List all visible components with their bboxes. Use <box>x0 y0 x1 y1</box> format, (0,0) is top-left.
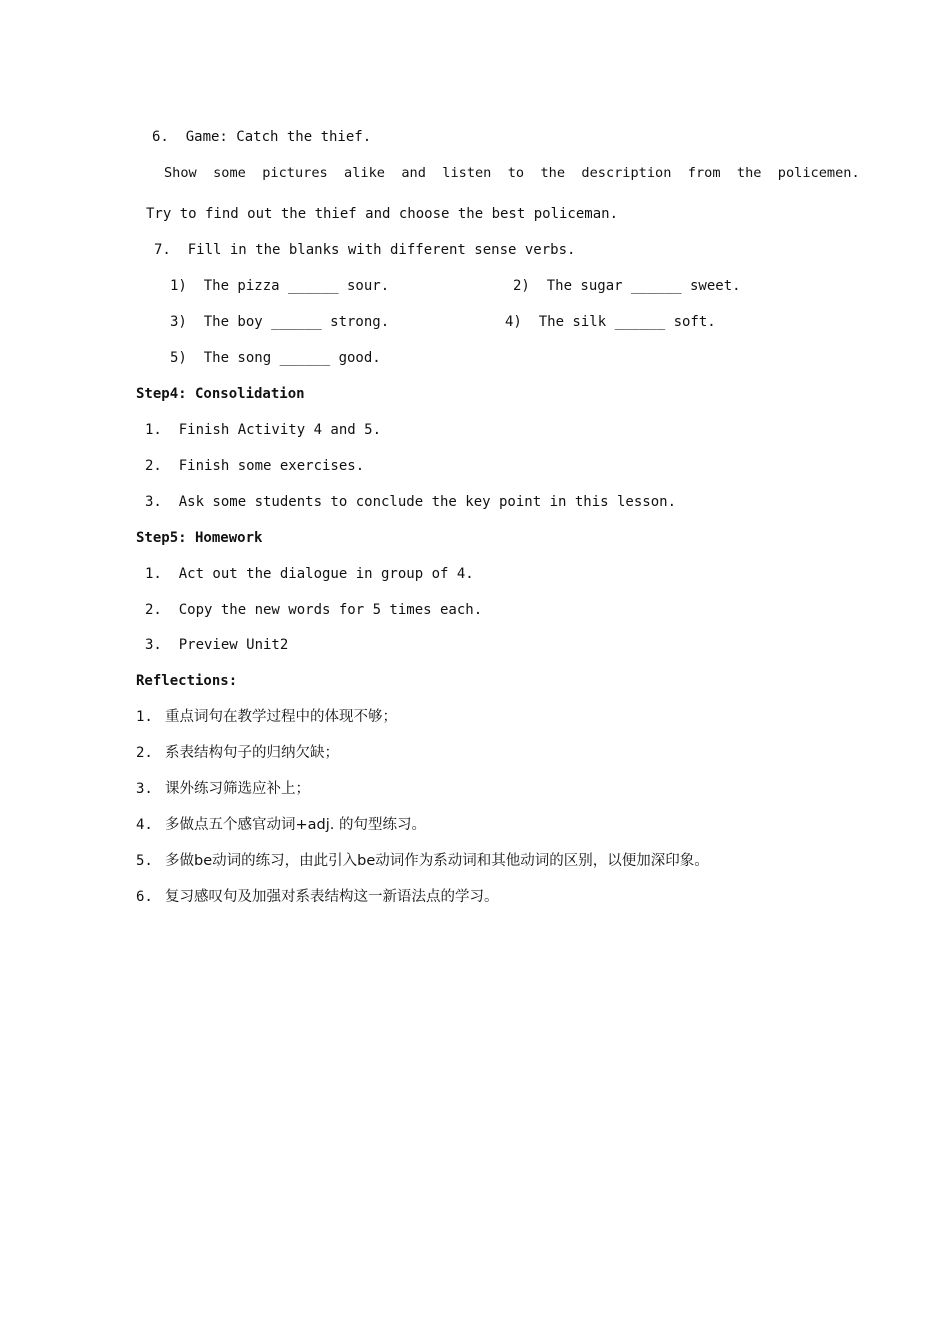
step4-item: 1. Finish Activity 4 and 5. <box>145 422 382 438</box>
step4-item: 2. Finish some exercises. <box>145 458 365 474</box>
reflections-heading: Reflections: <box>136 673 238 689</box>
step4-item: 3. Ask some students to conclude the key point in this lesson. <box>145 494 677 510</box>
game-description-line-2: Try to find out the thief and choose the best policeman. <box>146 206 619 222</box>
reflection-text: 复习感叹句及加强对系表结构这一新语法点的学习。 <box>165 889 499 905</box>
fill-blank-item: 1) The pizza ______ sour. <box>170 278 390 294</box>
reflection-text: 多做be动词的练习，由此引入be动词作为系动词和其他动词的区别，以便加深印象。 <box>165 853 709 869</box>
reflection-number: 2. <box>136 745 153 761</box>
fill-blank-item: 5) The song ______ good. <box>170 350 381 366</box>
step4-heading: Step4: Consolidation <box>136 386 305 402</box>
reflection-text: 课外练习筛选应补上； <box>165 781 310 797</box>
reflection-number: 6. <box>136 889 153 905</box>
step5-heading: Step5: Homework <box>136 530 263 546</box>
game-description-line-1: Show some pictures alike and listen to the description from the policemen. <box>164 165 860 181</box>
fill-blanks-title: 7. Fill in the blanks with different sense verbs. <box>154 242 576 258</box>
step5-item: 2. Copy the new words for 5 times each. <box>145 602 483 618</box>
reflection-text: 多做点五个感官动词+adj. 的句型练习。 <box>165 817 426 833</box>
game-title: 6. Game: Catch the thief. <box>152 129 372 145</box>
step5-item: 1. Act out the dialogue in group of 4. <box>145 566 474 582</box>
reflection-number: 3. <box>136 781 153 797</box>
reflection-number: 1. <box>136 709 153 725</box>
reflection-number: 4. <box>136 817 153 833</box>
fill-blank-item: 4) The silk ______ soft. <box>505 314 716 330</box>
reflection-text: 重点词句在教学过程中的体现不够； <box>165 709 397 725</box>
fill-blank-item: 3) The boy ______ strong. <box>170 314 390 330</box>
reflection-text: 系表结构句子的归纳欠缺； <box>165 745 339 761</box>
fill-blank-item: 2) The sugar ______ sweet. <box>513 278 741 294</box>
reflection-number: 5. <box>136 853 153 869</box>
step5-item: 3. Preview Unit2 <box>145 637 289 653</box>
